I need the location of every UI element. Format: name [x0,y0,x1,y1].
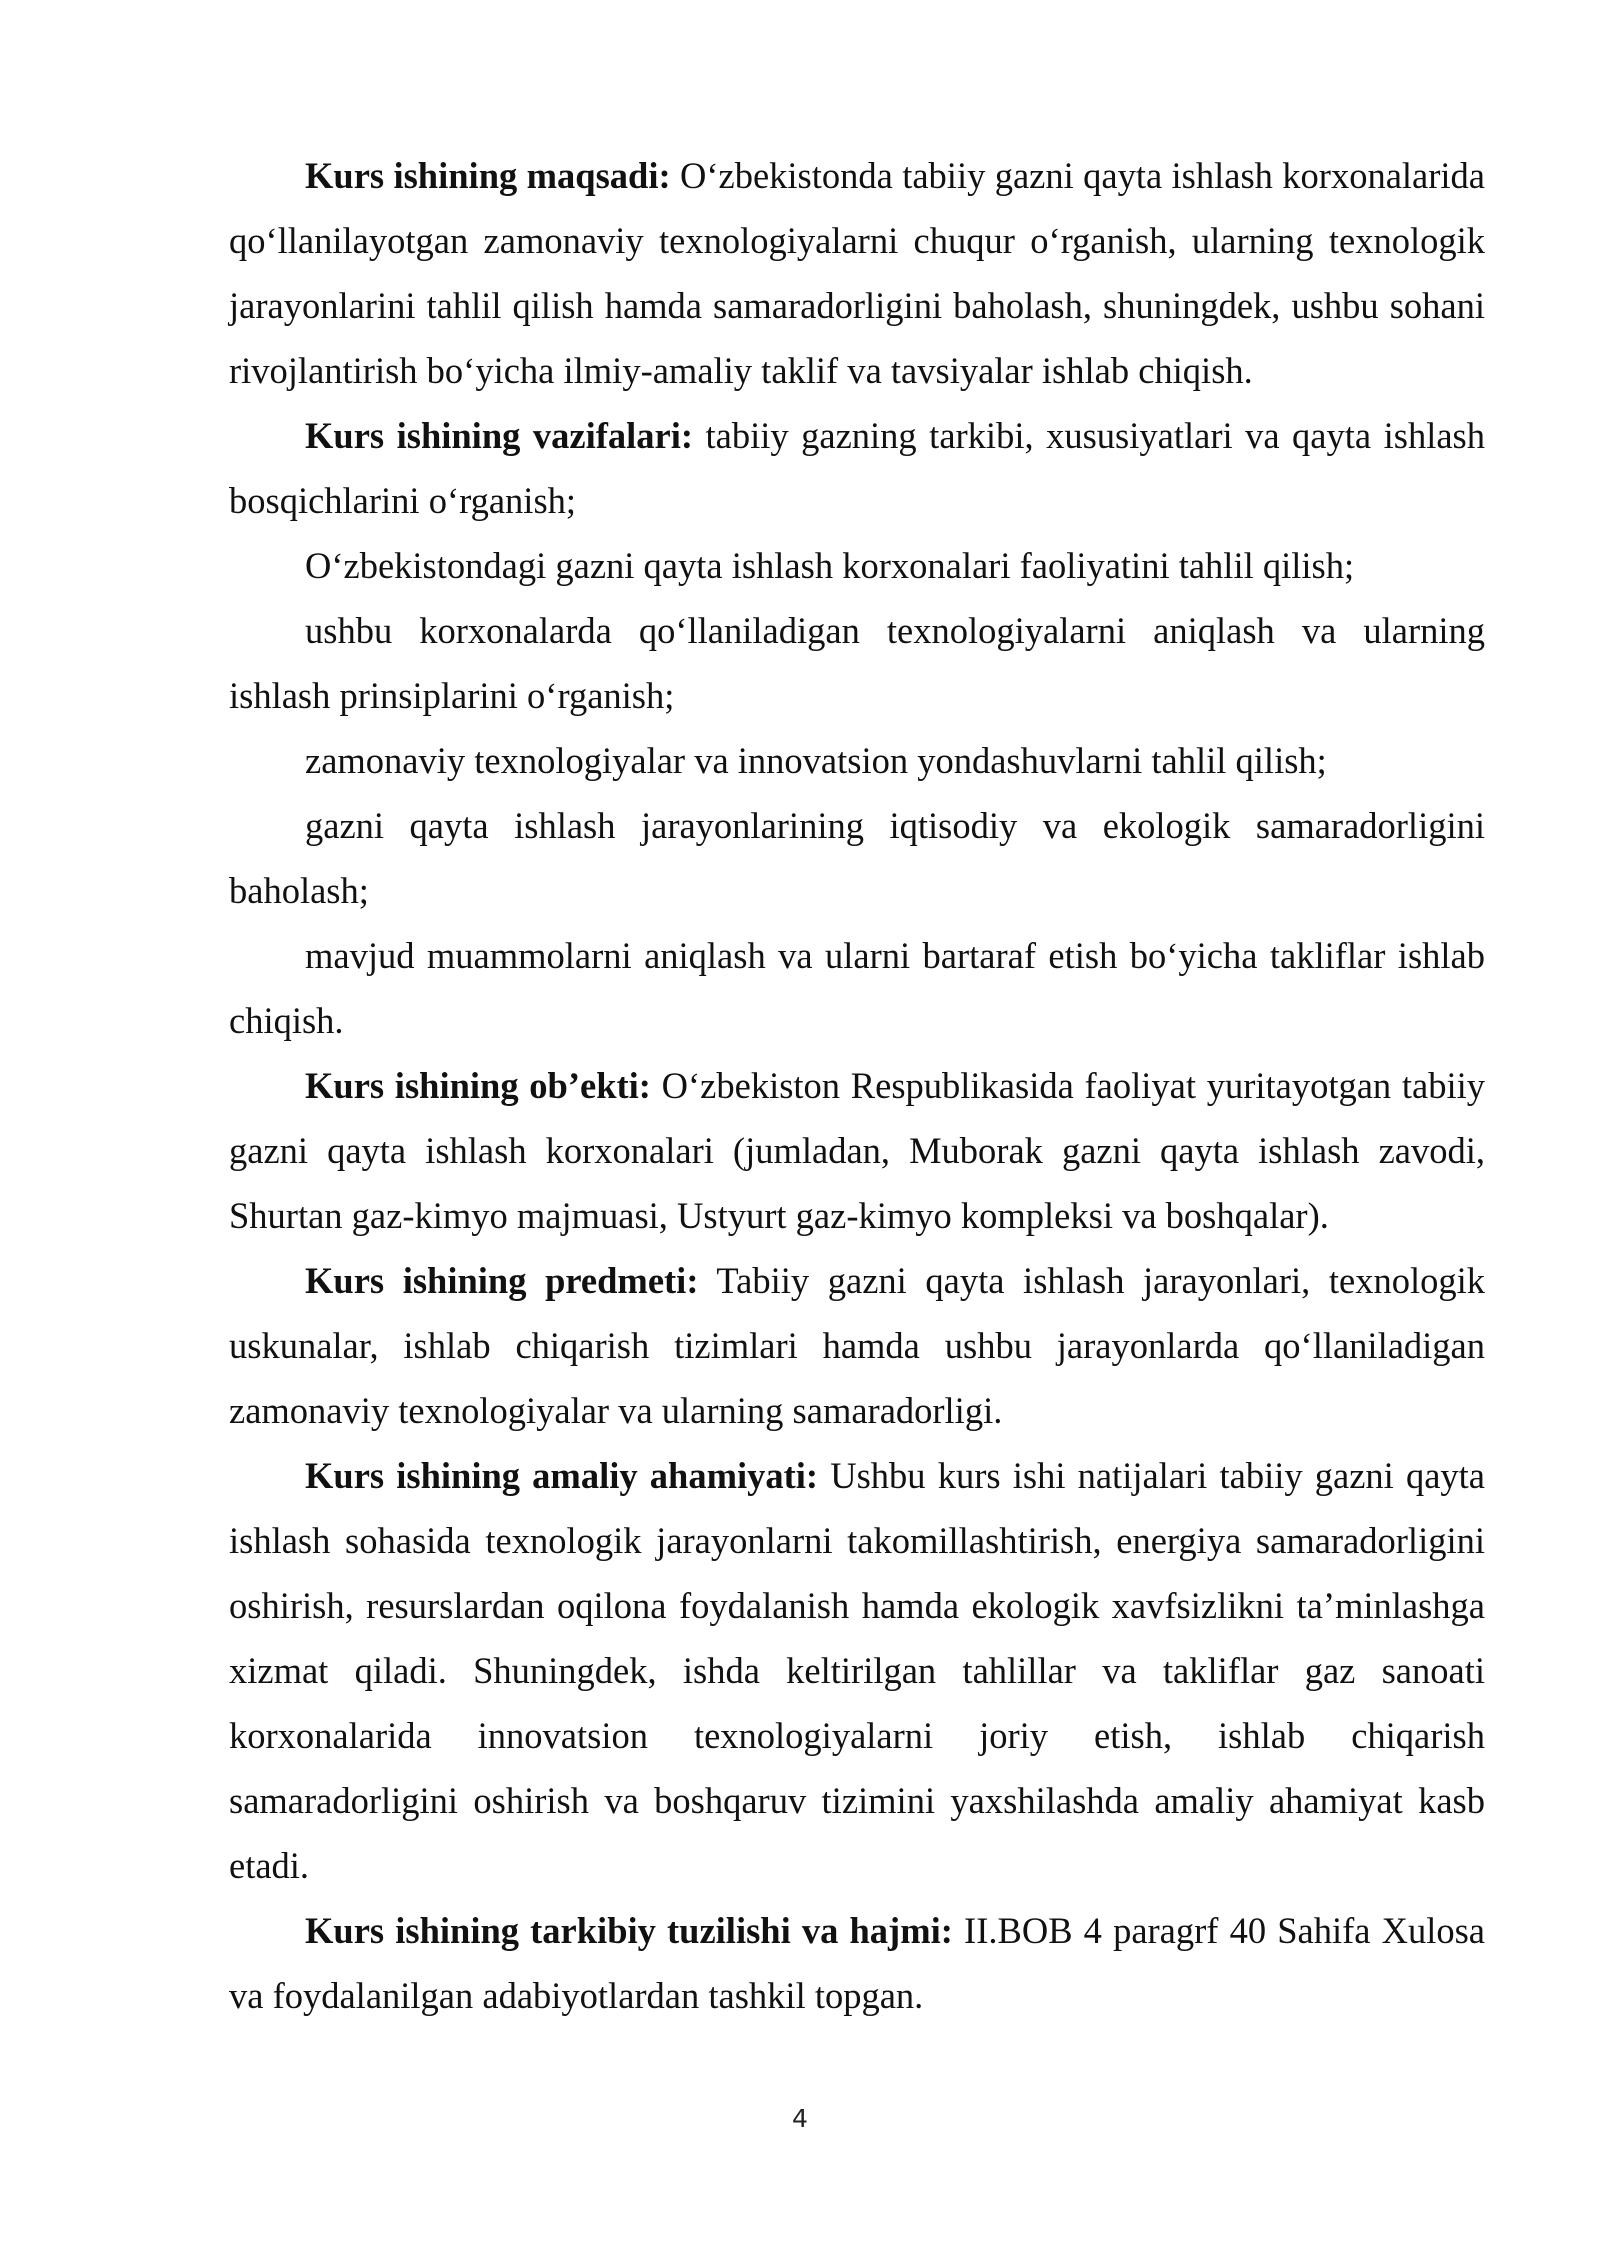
paragraph-structure [229,1898,1485,2028]
task-item [229,728,1485,793]
paragraph-text: ushbu korxonalarda qo‘llaniladigan texnologiyalarni aniqlash va ularning ishlash prinsiplarini o‘rganish; [229,610,1485,716]
paragraph-text: tabiiy gazning tarkibi, xususiyatlari va qayta ishlash bosqichlarini o‘rganish; [229,415,1485,521]
task-item [229,598,1485,728]
paragraph-heading: Kurs ishining maqsadi: [305,155,671,196]
paragraph-object [229,1053,1485,1248]
paragraph-goal [229,143,1485,403]
paragraph-text: O‘zbekistonda tabiiy gazni qayta ishlash korxonalarida qo‘llanilayotgan zamonaviy texnologiyalarni chuqur o‘rganish, ularning texnologik jarayonlarini tahlil qilish hamda samaradorligini baholash, shuningdek, ushbu sohani rivojlantirish bo‘yicha ilmiy-amaliy taklif va tavsiyalar ishlab chiqish. [229,155,1485,391]
paragraph-heading: Kurs ishining vazifalari: [305,415,694,456]
paragraph-heading: Kurs ishining tarkibiy tuzilishi va hajmi: [305,1910,953,1951]
paragraph-heading: Kurs ishining predmeti: [305,1260,699,1301]
paragraph-text: Ushbu kurs ishi natijalari tabiiy gazni qayta ishlash sohasida texnologik jarayonlarni takomillashtirish, energiya samaradorligini oshirish, resurslardan oqilona foydalanish hamda ekologik xavfsizlikni ta’minlashga xizmat qiladi. Shuningdek, ishda keltirilgan tahlillar va takliflar gaz sanoati korxonalarida innovatsion texnologiyalarni joriy etish, ishlab chiqarish samaradorligini oshirish va boshqaruv tizimini yaxshilashda amaliy ahamiyat kasb etadi. [229,1455,1485,1886]
paragraph-text: mavjud muammolarni aniqlash va ularni bartaraf etish bo‘yicha takliflar ishlab chiqish. [229,935,1485,1041]
paragraph-text: gazni qayta ishlash jarayonlarining iqtisodiy va ekologik samaradorligini baholash; [229,805,1485,911]
page-number: 4 [792,2104,808,2133]
paragraph-text: zamonaviy texnologiyalar va innovatsion yondashuvlarni tahlil qilish; [305,740,1327,781]
paragraph-text: O‘zbekiston Respublikasida faoliyat yuritayotgan tabiiy gazni qayta ishlash korxonalari (jumladan, Muborak gazni qayta ishlash zavodi, Shurtan gaz-kimyo majmuasi, Ustyurt gaz-kimyo kompleksi va boshqalar). [229,1065,1485,1236]
paragraph-text: Tabiiy gazni qayta ishlash jarayonlari, texnologik uskunalar, ishlab chiqarish tizimlari hamda ushbu jarayonlarda qo‘llaniladigan zamonaviy texnologiyalar va ularning samaradorligi. [229,1260,1485,1431]
task-item [229,923,1485,1053]
paragraph-subject [229,1248,1485,1443]
paragraph-practical-significance [229,1443,1485,1898]
paragraph-text: II.BOB 4 paragrf 40 Sahifa Xulosa va foydalanilgan adabiyotlardan tashkil topgan. [229,1910,1485,2016]
paragraph-heading: Kurs ishining ob’ekti: [305,1065,651,1106]
paragraph-tasks [229,403,1485,533]
paragraph-heading: Kurs ishining amaliy ahamiyati: [305,1455,819,1496]
page-body [229,143,1485,2028]
task-item [229,793,1485,923]
paragraph-text: O‘zbekistondagi gazni qayta ishlash korxonalari faoliyatini tahlil qilish; [305,545,1355,586]
task-item [229,533,1485,598]
